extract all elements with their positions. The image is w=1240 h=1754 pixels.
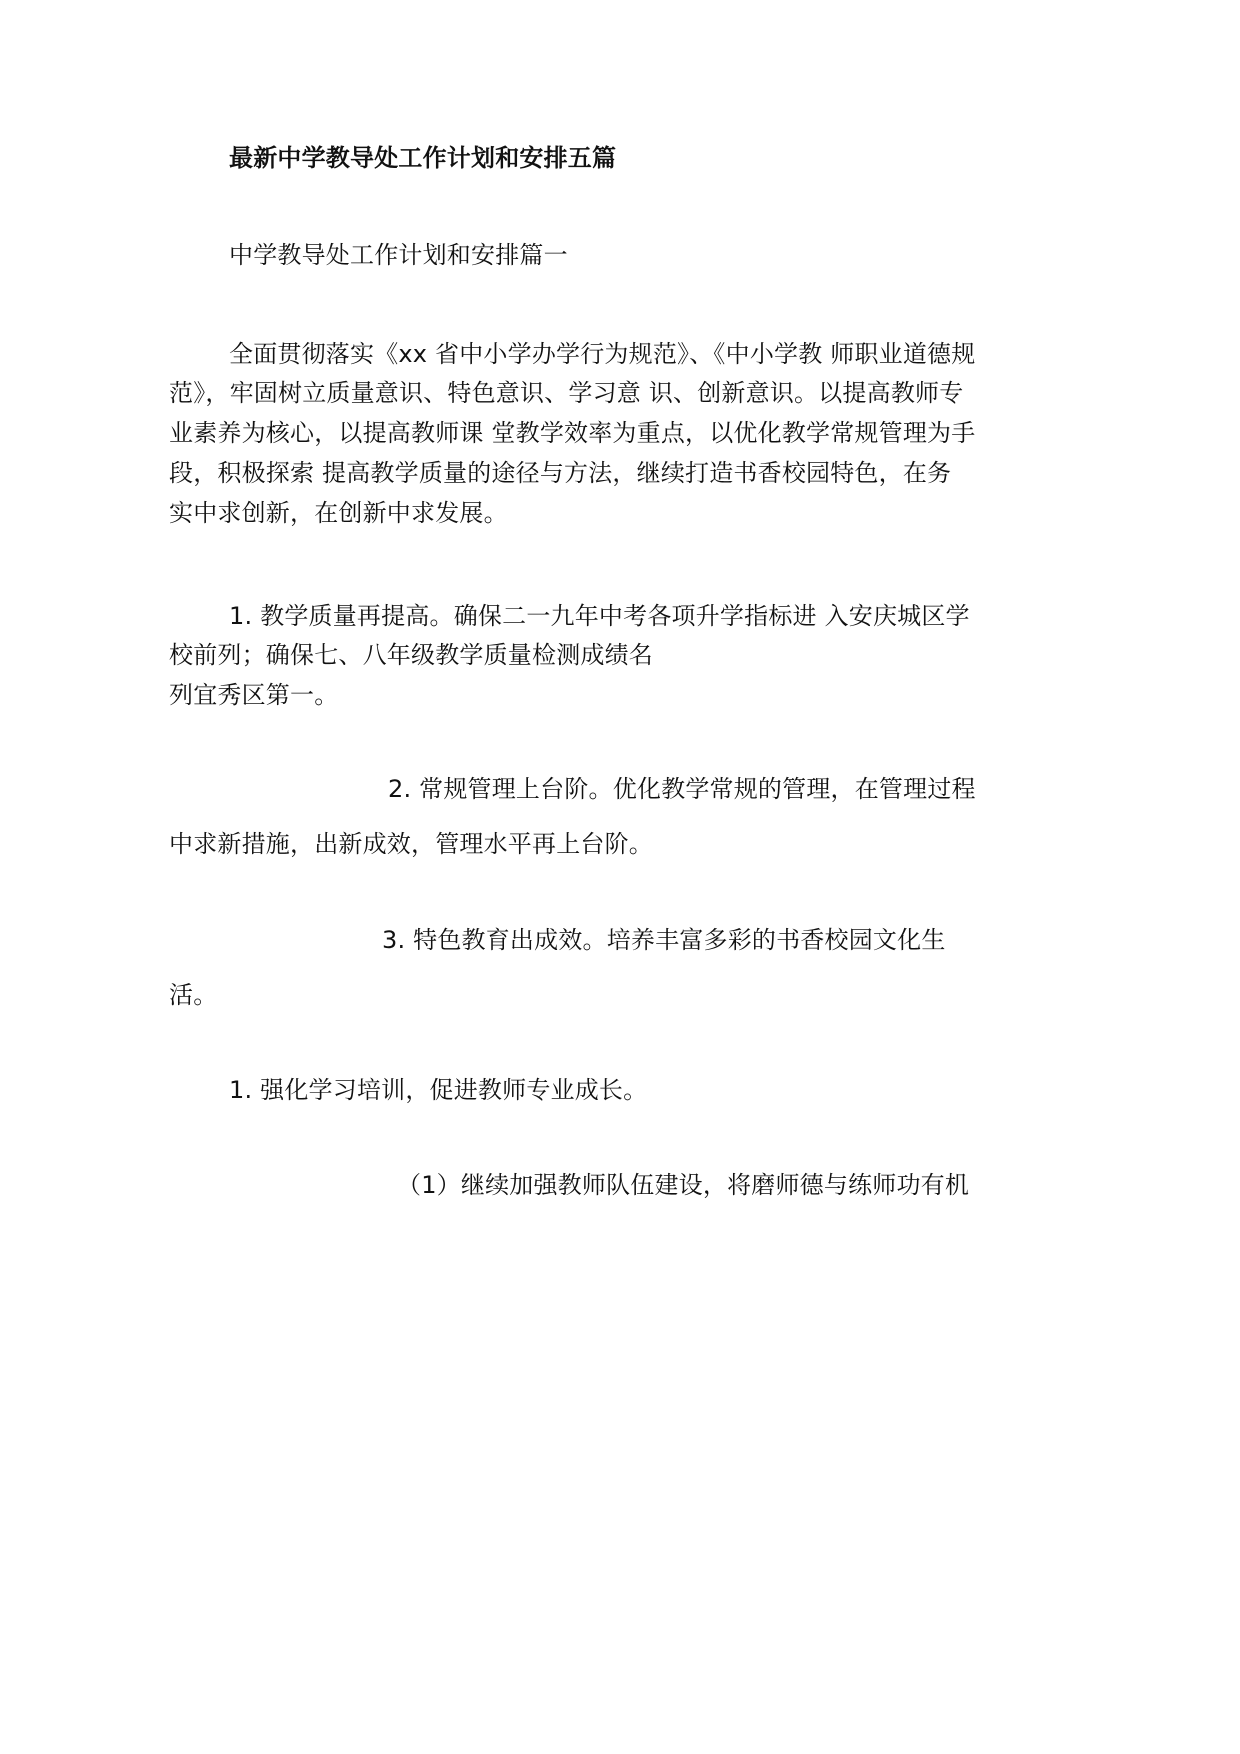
paragraph-line: 范》，牢固树立质量意识、特色意识、学习意 识、创新意识。以提高教师专 xyxy=(169,379,964,407)
paragraph-line: 业素养为核心，以提高教师课 堂教学效率为重点，以优化教学常规管理为手 xyxy=(169,419,976,447)
document-title: 最新中学教导处工作计划和安排五篇 xyxy=(229,144,617,172)
paragraph-line: 列宜秀区第一。 xyxy=(169,681,339,709)
paragraph-line: 中求新措施，出新成效，管理水平再上台阶。 xyxy=(169,830,653,858)
paragraph-line: 全面贯彻落实《xx 省中小学办学行为规范》、《中小学教 师职业道德规 xyxy=(229,340,976,368)
measure-1-sub-item: （1）继续加强教师队伍建设，将磨师德与练师功有机 xyxy=(397,1171,970,1199)
paragraph-line: 1. 教学质量再提高。确保二一九年中考各项升学指标进 入安庆城区学 xyxy=(229,602,970,630)
measure-1-heading: 1. 强化学习培训，促进教师专业成长。 xyxy=(229,1076,648,1104)
section-heading: 中学教导处工作计划和安排篇一 xyxy=(229,241,568,269)
paragraph-line: 段，积极探索 提高教学质量的途径与方法，继续打造书香校园特色，在务 xyxy=(169,459,952,487)
paragraph-line: 活。 xyxy=(169,981,218,1009)
paragraph-line: 3. 特色教育出成效。培养丰富多彩的书香校园文化生 xyxy=(382,926,946,954)
paragraph-line: 实中求创新，在创新中求发展。 xyxy=(169,499,508,527)
paragraph-line: 校前列；确保七、八年级教学质量检测成绩名 xyxy=(169,641,653,669)
paragraph-line: 2. 常规管理上台阶。优化教学常规的管理，在管理过程 xyxy=(388,775,976,803)
